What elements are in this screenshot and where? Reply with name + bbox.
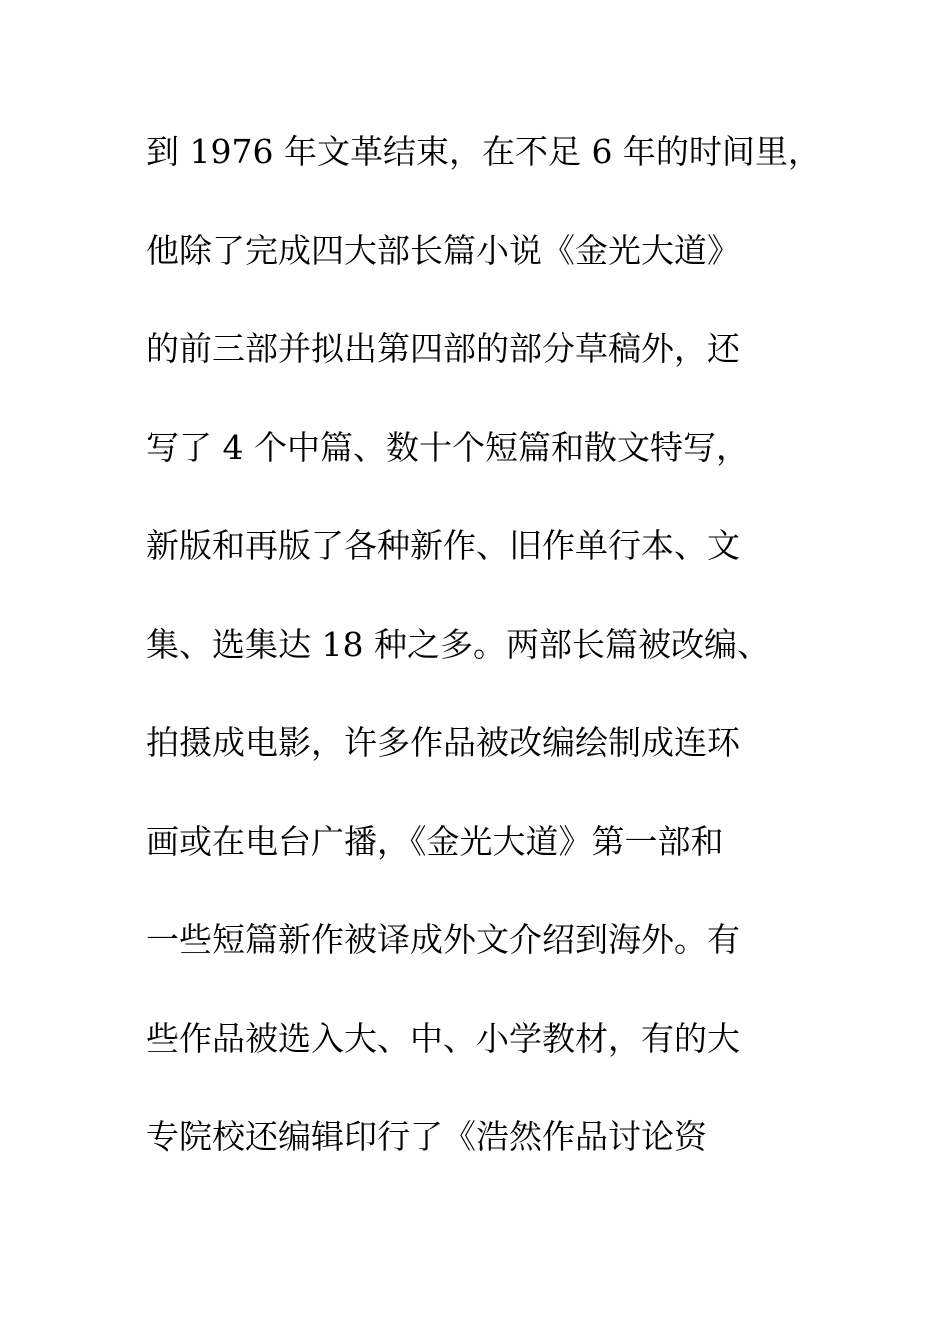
text-line: 专院校还编辑印行了《浩然作品讨论资: [146, 1117, 707, 1156]
text-line: 一些短篇新作被译成外文介绍到海外。有: [146, 920, 740, 959]
text-line: 集、选集达 18 种之多。两部长篇被改编、: [146, 624, 770, 664]
text-line: 到 1976 年文革结束，在不足 6 年的时间里，: [146, 132, 821, 171]
body-text: [146, 124, 826, 1208]
text-line: 新版和再版了各种新作、旧作单行本、文: [146, 526, 740, 565]
text-line: 画或在电台广播，《金光大道》第一部和: [146, 821, 724, 861]
text-line: 拍摄成电影，许多作品被改编绘制成连环: [146, 723, 740, 762]
text-line: 些作品被选入大、中、小学教材，有的大: [146, 1018, 740, 1058]
text-line: 写了 4 个中篇、数十个短篇和散文特写，: [146, 427, 749, 467]
text-line: 的前三部并拟出第四部的部分草稿外，还: [146, 329, 740, 368]
text-line: 他除了完成四大部长篇小说《金光大道》: [146, 230, 740, 270]
